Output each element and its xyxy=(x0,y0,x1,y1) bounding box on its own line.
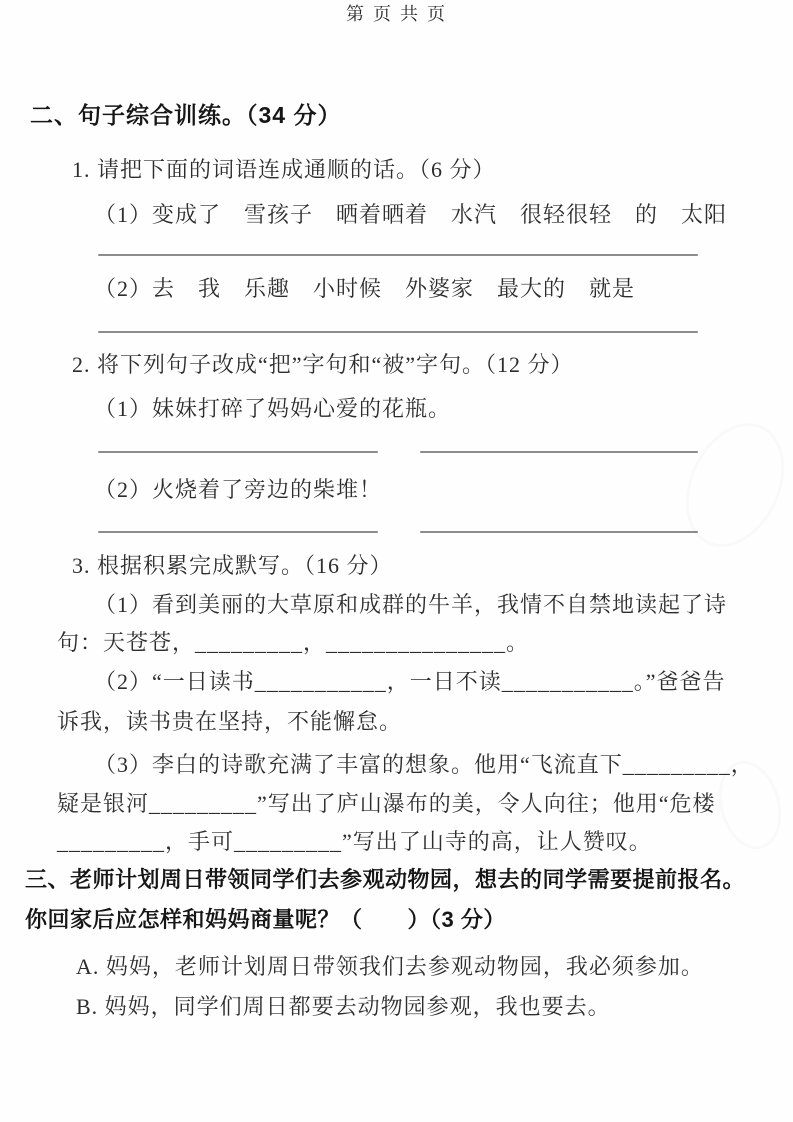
q2-item-2: （2）火烧着了旁边的柴堆！ xyxy=(94,477,383,502)
section-two-heading: 二、句子综合训练。（34 分） xyxy=(30,102,342,128)
q2-stem: 2. 将下列句子改成“把”字句和“被”字句。（12 分） xyxy=(72,352,574,377)
q1-answer-line-2 xyxy=(98,331,698,333)
q3-stem: 3. 根据积累完成默写。（16 分） xyxy=(72,553,393,578)
q3-item2-line2: 诉我，读书贵在坚持，不能懈怠。 xyxy=(57,709,403,734)
q3-item3-line3: _________，手可_________”写出了山寺的高，让人赞叹。 xyxy=(57,829,652,854)
q2-item1-ba-answer-line xyxy=(98,451,378,453)
section-three-heading-line1: 三、老师计划周日带领同学们去参观动物园，想去的同学需要提前报名。 xyxy=(25,867,746,892)
q2-item1-bei-answer-line xyxy=(420,451,698,453)
q2-item2-ba-answer-line xyxy=(98,531,378,533)
option-a: A. 妈妈，老师计划周日带领我们去参观动物园，我必须参加。 xyxy=(76,954,704,979)
page-footer: 第 页 共 页 xyxy=(345,4,447,24)
q3-item3-line1: （3）李白的诗歌充满了丰富的想象。他用“飞流直下_________， xyxy=(94,752,754,777)
q2-item-1: （1）妹妹打碎了妈妈心爱的花瓶。 xyxy=(94,396,452,421)
q3-item1-line2: 句：天苍苍，_________，_______________。 xyxy=(57,630,530,655)
q1-item-2: （2）去 我 乐趣 小时候 外婆家 最大的 就是 xyxy=(94,276,636,301)
q3-item3-line2: 疑是银河_________”写出了庐山瀑布的美，令人向往；他用“危楼 xyxy=(57,791,716,816)
q3-item2-line1: （2）“一日读书___________，一日不读___________。”爸爸告 xyxy=(94,669,726,694)
scan-artifact xyxy=(667,407,793,563)
q1-item-1: （1）变成了 雪孩子 晒着晒着 水汽 很轻很轻 的 太阳 xyxy=(94,202,728,227)
q1-stem: 1. 请把下面的词语连成通顺的话。（6 分） xyxy=(72,157,496,182)
q3-item1-line1: （1）看到美丽的大草原和成群的牛羊，我情不自禁地读起了诗 xyxy=(94,592,728,617)
q1-answer-line-1 xyxy=(98,254,698,256)
section-three-heading-line2: 你回家后应怎样和妈妈商量呢？（ ）（3 分） xyxy=(25,907,506,932)
option-b: B. 妈妈，同学们周日都要去动物园参观，我也要去。 xyxy=(76,994,611,1019)
q2-item2-bei-answer-line xyxy=(420,531,698,533)
